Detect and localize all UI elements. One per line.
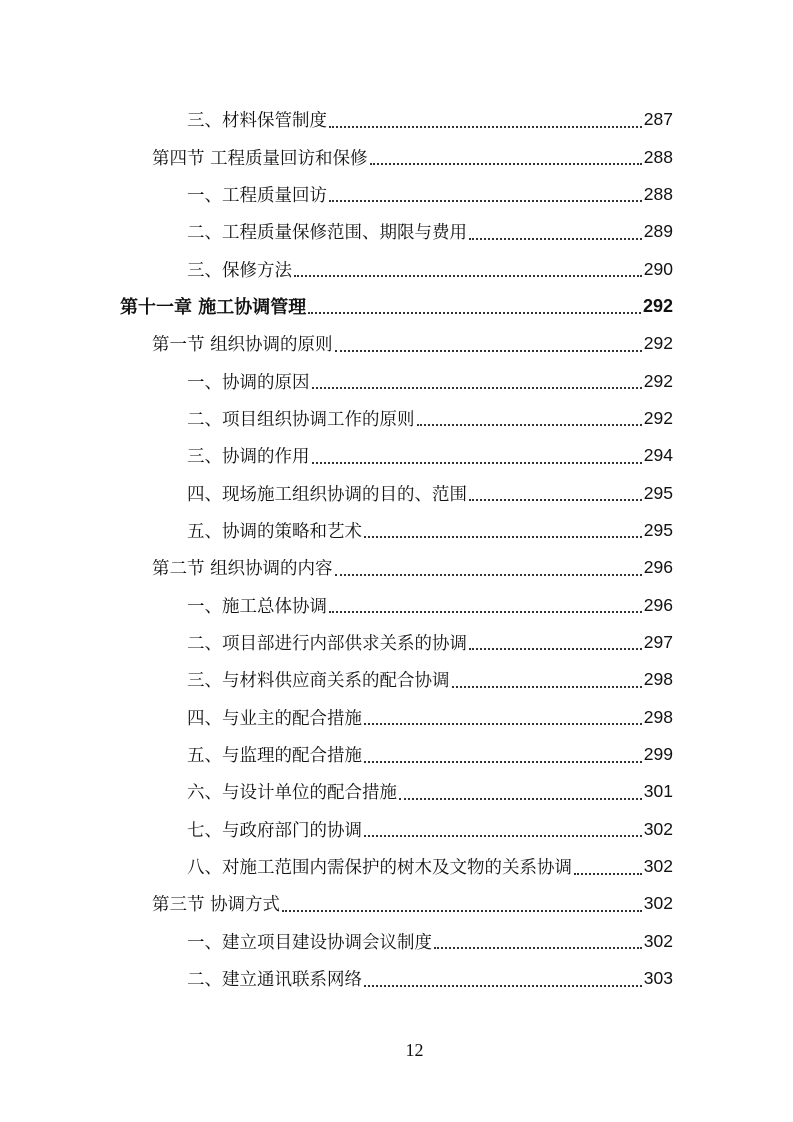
toc-subsection-entry[interactable] <box>0 960 793 997</box>
toc-entry-title: 二、项目组织协调工作的原则 <box>187 409 415 430</box>
toc-entry-page: 302 <box>643 856 673 877</box>
toc-entry-page: 299 <box>643 744 673 765</box>
page-number: 12 <box>405 1040 424 1060</box>
toc-entry-title: 六、与设计单位的配合措施 <box>187 783 397 804</box>
toc-entry-page: 289 <box>643 221 673 242</box>
toc-entry-page: 292 <box>643 407 673 428</box>
toc-entry-page: 302 <box>643 818 673 839</box>
toc-entry-page: 296 <box>643 594 673 615</box>
toc-subsection-entry[interactable] <box>0 101 793 138</box>
dot-leader <box>282 910 642 912</box>
dot-leader <box>312 387 642 389</box>
toc-entry-page: 295 <box>643 519 673 540</box>
toc-entry-title: 第二节 组织协调的内容 <box>152 559 333 580</box>
toc-chapter-entry[interactable] <box>0 288 793 325</box>
toc-subsection-entry[interactable] <box>0 923 793 960</box>
toc-entry-page: 302 <box>643 893 673 914</box>
toc-subsection-entry[interactable] <box>0 512 793 549</box>
dot-leader <box>364 835 642 837</box>
toc-entry-page: 298 <box>643 669 673 690</box>
toc-entry-title: 一、施工总体协调 <box>187 596 327 617</box>
dot-leader <box>469 238 642 240</box>
dot-leader <box>370 163 642 165</box>
toc-entry-title: 四、与业主的配合措施 <box>187 708 362 729</box>
toc-entry-page: 292 <box>643 370 673 391</box>
toc-subsection-entry[interactable] <box>0 250 793 287</box>
toc-entry-title: 二、项目部进行内部供求关系的协调 <box>187 633 467 654</box>
toc-subsection-entry[interactable] <box>0 699 793 736</box>
toc-entry-page: 294 <box>643 445 673 466</box>
dot-leader <box>335 574 642 576</box>
toc-subsection-entry[interactable] <box>0 437 793 474</box>
toc-entry-title: 五、协调的策略和艺术 <box>187 521 362 542</box>
toc-entry-title: 第十一章 施工协调管理 <box>120 297 307 319</box>
toc-entry-title: 三、材料保管制度 <box>187 111 327 132</box>
toc-subsection-entry[interactable] <box>0 474 793 511</box>
dot-leader <box>294 275 642 277</box>
dot-leader <box>364 723 642 725</box>
toc-entry-title: 三、协调的作用 <box>187 447 310 468</box>
dot-leader <box>308 312 641 314</box>
dot-leader <box>364 985 642 987</box>
toc-subsection-entry[interactable] <box>0 736 793 773</box>
dot-leader <box>452 686 642 688</box>
toc-entry-title: 一、工程质量回访 <box>187 185 327 206</box>
dot-leader <box>434 947 642 949</box>
toc-entry-title: 七、与政府部门的协调 <box>187 820 362 841</box>
toc-subsection-entry[interactable] <box>0 848 793 885</box>
toc-section-entry[interactable] <box>0 549 793 586</box>
toc-entry-title: 第一节 组织协调的原则 <box>152 335 333 356</box>
toc-entry-title: 一、协调的原因 <box>187 372 310 393</box>
toc-entry-title: 第三节 协调方式 <box>152 895 281 916</box>
toc-entry-title: 一、建立项目建设协调会议制度 <box>187 932 432 953</box>
toc-subsection-entry[interactable] <box>0 624 793 661</box>
toc-section-entry[interactable] <box>0 325 793 362</box>
table-of-contents <box>0 101 793 997</box>
toc-subsection-entry[interactable] <box>0 213 793 250</box>
dot-leader <box>329 611 642 613</box>
toc-entry-title: 三、保修方法 <box>187 260 292 281</box>
toc-entry-title: 二、工程质量保修范围、期限与费用 <box>187 223 467 244</box>
dot-leader <box>417 424 642 426</box>
toc-subsection-entry[interactable] <box>0 362 793 399</box>
toc-entry-title: 三、与材料供应商关系的配合协调 <box>187 671 450 692</box>
toc-entry-page: 292 <box>642 295 673 316</box>
dot-leader <box>329 126 642 128</box>
toc-entry-page: 288 <box>643 183 673 204</box>
dot-leader <box>574 873 642 875</box>
dot-leader <box>312 462 642 464</box>
dot-leader <box>469 499 642 501</box>
toc-entry-title: 第四节 工程质量回访和保修 <box>152 148 368 169</box>
toc-entry-page: 302 <box>643 930 673 951</box>
toc-entry-title: 八、对施工范围内需保护的树木及文物的关系协调 <box>187 858 572 879</box>
toc-entry-page: 288 <box>643 146 673 167</box>
toc-entry-title: 四、现场施工组织协调的目的、范围 <box>187 484 467 505</box>
dot-leader <box>329 200 642 202</box>
dot-leader <box>399 798 642 800</box>
toc-subsection-entry[interactable] <box>0 586 793 623</box>
toc-entry-page: 292 <box>643 333 673 354</box>
toc-entry-page: 287 <box>643 109 673 130</box>
toc-entry-page: 298 <box>643 706 673 727</box>
toc-subsection-entry[interactable] <box>0 661 793 698</box>
toc-entry-page: 290 <box>643 258 673 279</box>
toc-entry-page: 303 <box>643 968 673 989</box>
toc-entry-title: 二、建立通讯联系网络 <box>187 970 362 991</box>
toc-entry-page: 295 <box>643 482 673 503</box>
dot-leader <box>364 536 642 538</box>
toc-subsection-entry[interactable] <box>0 176 793 213</box>
toc-entry-page: 301 <box>643 781 673 802</box>
toc-section-entry[interactable] <box>0 138 793 175</box>
toc-entry-page: 296 <box>643 557 673 578</box>
toc-entry-title: 五、与监理的配合措施 <box>187 746 362 767</box>
toc-subsection-entry[interactable] <box>0 773 793 810</box>
dot-leader <box>335 350 642 352</box>
toc-section-entry[interactable] <box>0 885 793 922</box>
dot-leader <box>469 648 642 650</box>
toc-subsection-entry[interactable] <box>0 811 793 848</box>
toc-subsection-entry[interactable] <box>0 400 793 437</box>
toc-entry-page: 297 <box>643 631 673 652</box>
dot-leader <box>364 761 642 763</box>
